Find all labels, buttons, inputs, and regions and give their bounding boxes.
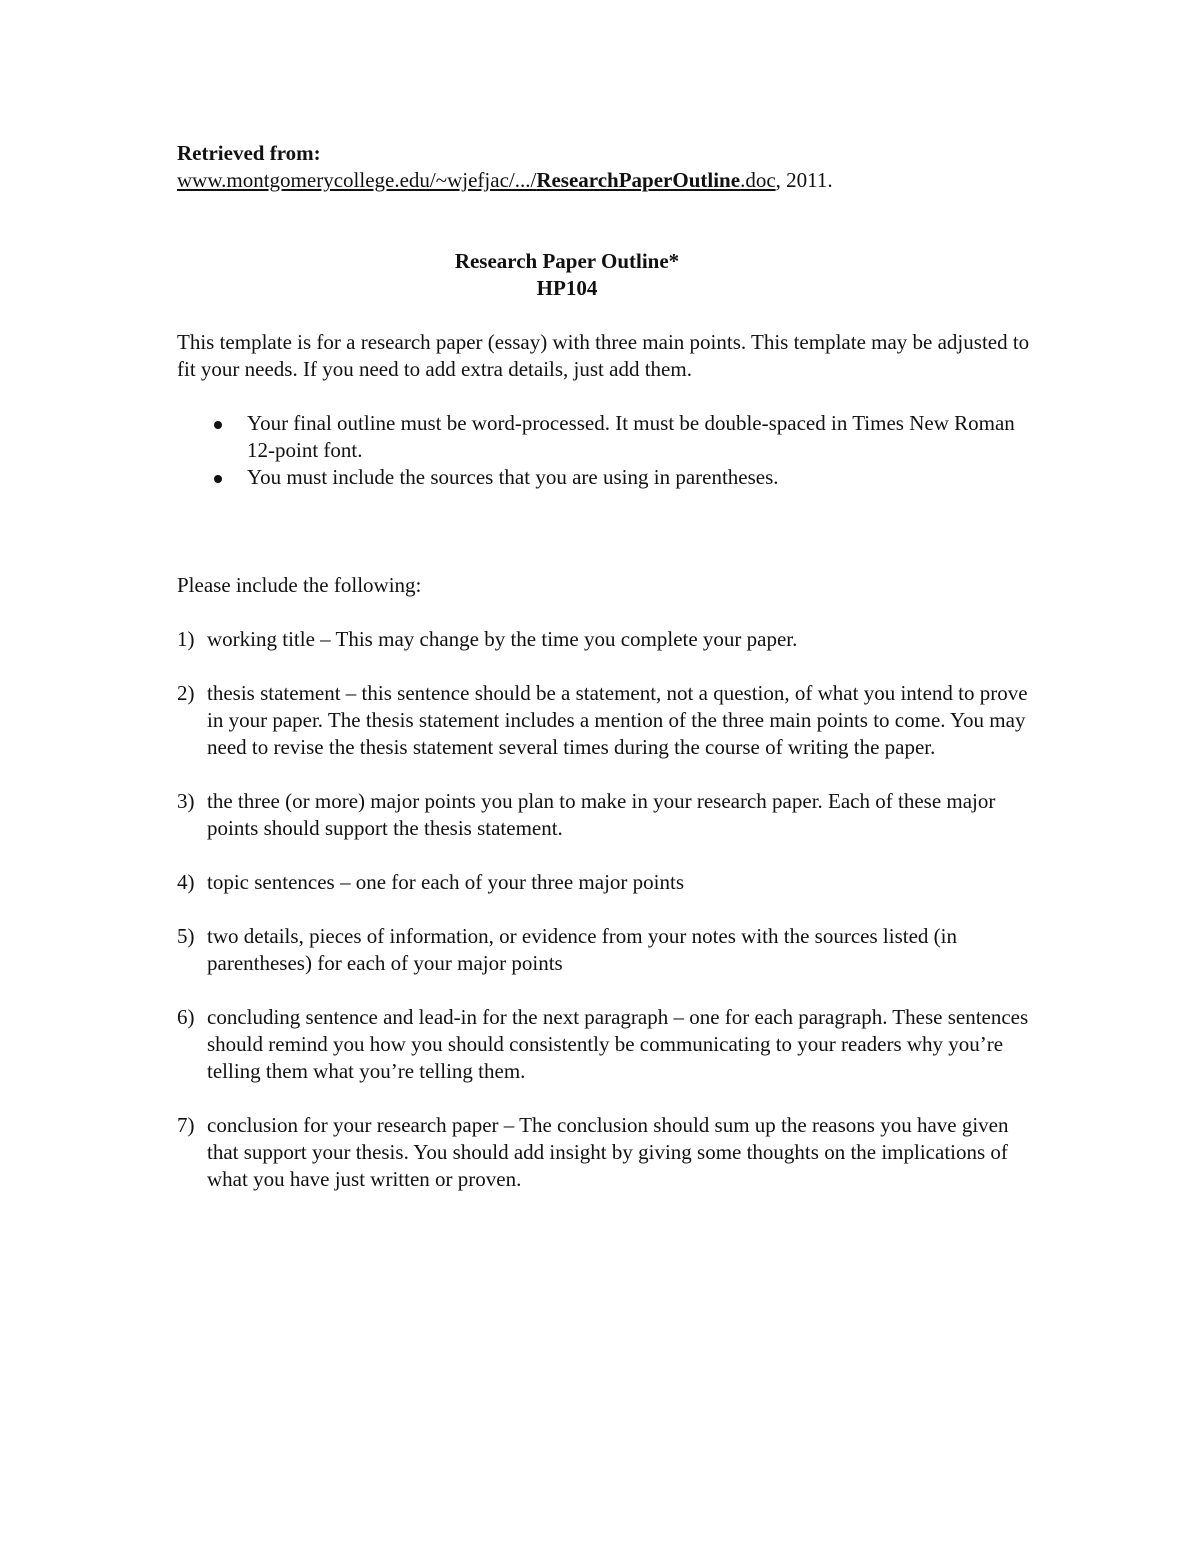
please-include-heading: Please include the following: bbox=[177, 573, 422, 597]
item-text: the three (or more) major points you plan to make in your research paper. Each of these major points should support the thesis statement. bbox=[207, 789, 996, 840]
source-year: , 2011. bbox=[775, 168, 833, 192]
bullet-text: You must include the sources that you are using in parentheses. bbox=[247, 465, 779, 489]
retrieved-from-label: Retrieved from: bbox=[177, 141, 321, 165]
item-number: 6) bbox=[177, 1005, 195, 1029]
item-number: 4) bbox=[177, 870, 195, 894]
requirements-list bbox=[177, 410, 1037, 491]
bullet-text: Your final outline must be word-processed. It must be double-spaced in Times New Roman 12-point font. bbox=[247, 411, 1015, 462]
list-item bbox=[177, 1004, 1037, 1085]
document-title bbox=[177, 248, 957, 302]
list-item bbox=[177, 869, 1037, 896]
item-number: 1) bbox=[177, 627, 195, 651]
item-text: conclusion for your research paper – The conclusion should sum up the reasons you have given that support your thesis. You should add insight by giving some thoughts on the implications of what you have just written or proven. bbox=[207, 1113, 1009, 1191]
item-number: 2) bbox=[177, 681, 195, 705]
bullet-icon bbox=[214, 475, 222, 483]
document-page bbox=[177, 140, 1037, 1220]
item-text: two details, pieces of information, or evidence from your notes with the sources listed (in parentheses) for each of your major points bbox=[207, 924, 957, 975]
outline-items-list bbox=[177, 626, 1037, 1193]
item-number: 3) bbox=[177, 789, 195, 813]
list-item bbox=[177, 464, 1037, 491]
title-line-1: Research Paper Outline* bbox=[454, 249, 680, 273]
source-url-bold: ResearchPaperOutline bbox=[536, 168, 741, 192]
list-item bbox=[177, 788, 1037, 842]
item-number: 5) bbox=[177, 924, 195, 948]
item-text: working title – This may change by the time you complete your paper. bbox=[207, 627, 798, 651]
list-item bbox=[177, 1112, 1037, 1193]
list-item bbox=[177, 410, 1037, 464]
intro-paragraph: This template is for a research paper (essay) with three main points. This template may be adjusted to fit your needs. If you need to add extra details, just add them. bbox=[177, 330, 1030, 381]
bullet-icon bbox=[214, 421, 222, 429]
list-item bbox=[177, 680, 1037, 761]
list-item bbox=[177, 626, 1037, 653]
source-url-ext: .doc bbox=[740, 168, 776, 192]
source-line bbox=[177, 167, 1037, 194]
item-text: topic sentences – one for each of your three major points bbox=[207, 870, 685, 894]
item-text: concluding sentence and lead-in for the next paragraph – one for each paragraph. These sentences should remind you how you should consistently be communicating to your readers why you’re telling them what you’re telling them. bbox=[207, 1005, 1029, 1083]
source-url-prefix: www.montgomerycollege.edu/~wjefjac/.../ bbox=[177, 168, 537, 192]
source-link[interactable] bbox=[177, 168, 776, 192]
item-number: 7) bbox=[177, 1113, 195, 1137]
item-text: thesis statement – this sentence should be a statement, not a question, of what you intend to prove in your paper. The thesis statement includes a mention of the three main points to come. You may need to revise the thesis statement several times during the course of writing the paper. bbox=[207, 681, 1028, 759]
list-item bbox=[177, 923, 1037, 977]
course-code: HP104 bbox=[536, 276, 598, 300]
